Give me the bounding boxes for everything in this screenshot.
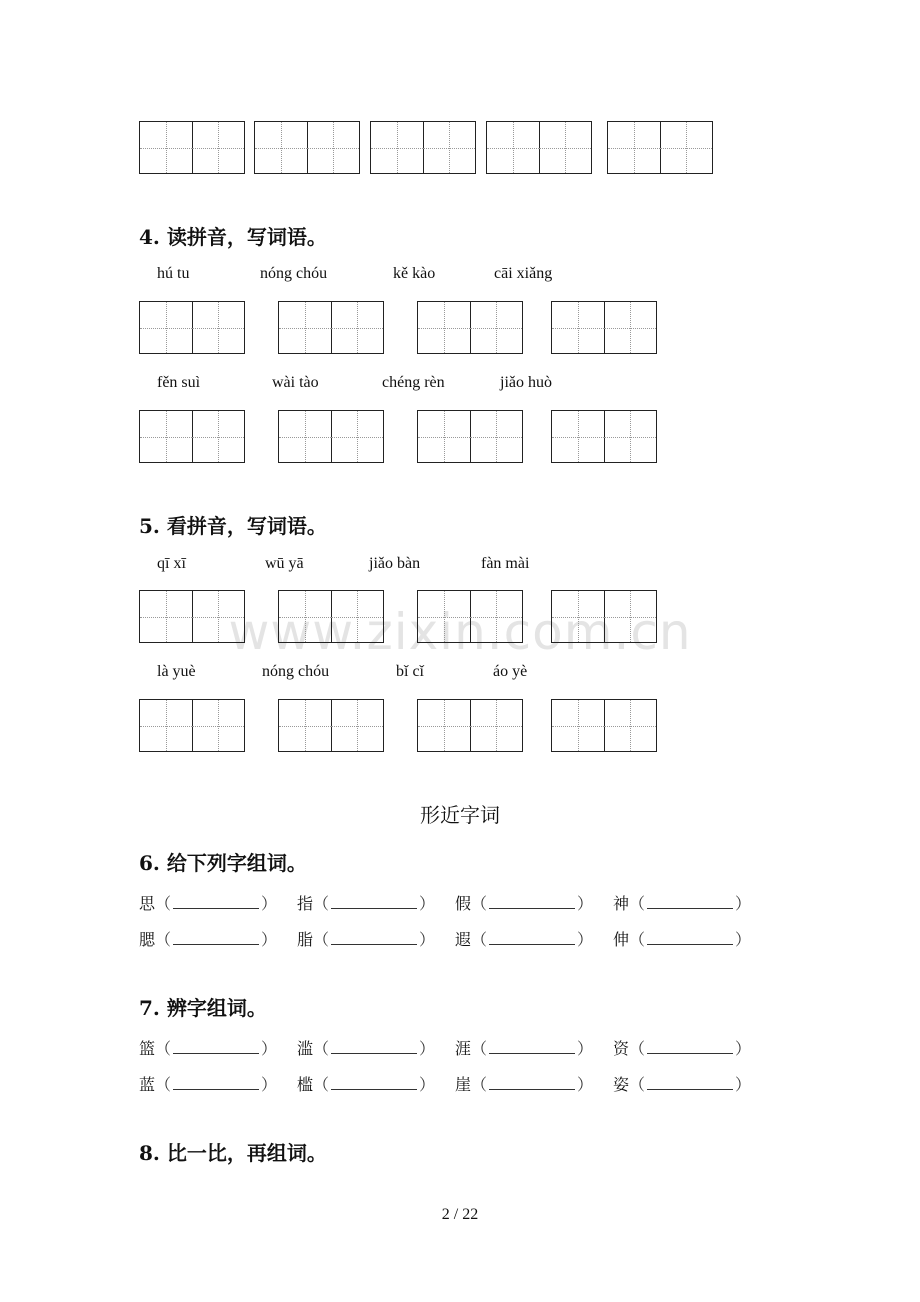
character: 伸 <box>613 930 630 949</box>
writing-box[interactable] <box>551 590 657 643</box>
answer-blank[interactable] <box>173 1075 259 1090</box>
answer-blank[interactable] <box>647 1075 733 1090</box>
answer-blank[interactable] <box>647 930 733 945</box>
writing-box[interactable] <box>139 590 245 643</box>
answer-blank[interactable] <box>331 894 417 909</box>
watermark-text: www.zixin.com.cn <box>228 603 692 661</box>
answer-blank[interactable] <box>331 1039 417 1054</box>
character: 蓝 <box>139 1075 156 1094</box>
word-blank-item: 篮（ ） <box>139 1039 278 1058</box>
answer-blank[interactable] <box>331 930 417 945</box>
word-blank-item: 腮（ ） <box>139 930 278 949</box>
answer-blank[interactable] <box>173 1039 259 1054</box>
word-blank-item: 脂（ ） <box>297 930 436 949</box>
question-8-heading: 8. 比一比，再组词。 <box>139 1141 327 1165</box>
writing-box[interactable] <box>278 410 384 463</box>
word-blank-item: 槛（ ） <box>297 1075 436 1094</box>
pinyin-label: fěn suì <box>157 374 201 391</box>
writing-box[interactable] <box>486 121 592 174</box>
pinyin-label: hú tu <box>157 265 190 282</box>
writing-box[interactable] <box>607 121 713 174</box>
character: 姿 <box>613 1075 630 1094</box>
answer-blank[interactable] <box>647 894 733 909</box>
word-blank-item: 资（ ） <box>613 1039 752 1058</box>
pinyin-label: kě kào <box>393 265 436 282</box>
writing-box[interactable] <box>551 699 657 752</box>
writing-box[interactable] <box>417 301 523 354</box>
writing-box[interactable] <box>139 699 245 752</box>
word-blank-item: 滥（ ） <box>297 1039 436 1058</box>
character: 槛 <box>297 1075 314 1094</box>
pinyin-label: jiǎo huò <box>500 374 552 391</box>
writing-box[interactable] <box>254 121 360 174</box>
question-5-heading: 5. 看拼音，写词语。 <box>139 514 327 538</box>
pinyin-label: wài tào <box>272 374 319 391</box>
question-6-heading: 6. 给下列字组词。 <box>139 851 307 875</box>
writing-box[interactable] <box>417 590 523 643</box>
pinyin-label: wū yā <box>265 555 304 572</box>
character: 资 <box>613 1039 630 1058</box>
character: 篮 <box>139 1039 156 1058</box>
word-blank-item: 思（ ） <box>139 894 278 913</box>
word-blank-item: 假（ ） <box>455 894 594 913</box>
character: 崖 <box>455 1075 472 1094</box>
pinyin-label: chéng rèn <box>382 374 445 391</box>
pinyin-label: nóng chóu <box>262 663 330 680</box>
answer-blank[interactable] <box>173 930 259 945</box>
writing-box[interactable] <box>417 699 523 752</box>
word-blank-item: 崖（ ） <box>455 1075 594 1094</box>
answer-blank[interactable] <box>489 930 575 945</box>
pinyin-label: fàn mài <box>481 555 530 572</box>
answer-blank[interactable] <box>489 1039 575 1054</box>
writing-box[interactable] <box>139 301 245 354</box>
question-4-heading: 4. 读拼音，写词语。 <box>139 225 327 249</box>
pinyin-label: jiǎo bàn <box>369 555 421 572</box>
answer-blank[interactable] <box>489 894 575 909</box>
writing-box[interactable] <box>417 410 523 463</box>
writing-box[interactable] <box>139 121 245 174</box>
character: 神 <box>613 894 630 913</box>
writing-box[interactable] <box>278 590 384 643</box>
character: 指 <box>297 894 314 913</box>
writing-box[interactable] <box>551 410 657 463</box>
answer-blank[interactable] <box>489 1075 575 1090</box>
pinyin-label: là yuè <box>157 663 196 680</box>
writing-box[interactable] <box>278 301 384 354</box>
section-title: 形近字词 <box>420 803 500 827</box>
writing-box[interactable] <box>278 699 384 752</box>
word-blank-item: 涯（ ） <box>455 1039 594 1058</box>
word-blank-item: 神（ ） <box>613 894 752 913</box>
pinyin-label: bǐ cǐ <box>396 663 424 680</box>
word-blank-item: 遐（ ） <box>455 930 594 949</box>
answer-blank[interactable] <box>173 894 259 909</box>
pinyin-label: nóng chóu <box>260 265 328 282</box>
answer-blank[interactable] <box>647 1039 733 1054</box>
answer-blank[interactable] <box>331 1075 417 1090</box>
character: 涯 <box>455 1039 472 1058</box>
question-7-heading: 7. 辨字组词。 <box>139 996 267 1020</box>
writing-box[interactable] <box>370 121 476 174</box>
page-number: 2 / 22 <box>441 1206 479 1223</box>
writing-box[interactable] <box>139 410 245 463</box>
word-blank-item: 指（ ） <box>297 894 436 913</box>
character: 腮 <box>139 930 156 949</box>
character: 遐 <box>455 930 472 949</box>
character: 脂 <box>297 930 314 949</box>
character: 思 <box>139 894 156 913</box>
word-blank-item: 伸（ ） <box>613 930 752 949</box>
word-blank-item: 姿（ ） <box>613 1075 752 1094</box>
word-blank-item: 蓝（ ） <box>139 1075 278 1094</box>
pinyin-label: áo yè <box>493 663 528 680</box>
pinyin-label: qī xī <box>157 555 186 572</box>
character: 假 <box>455 894 472 913</box>
character: 滥 <box>297 1039 314 1058</box>
pinyin-label: cāi xiǎng <box>494 265 553 282</box>
writing-box[interactable] <box>551 301 657 354</box>
